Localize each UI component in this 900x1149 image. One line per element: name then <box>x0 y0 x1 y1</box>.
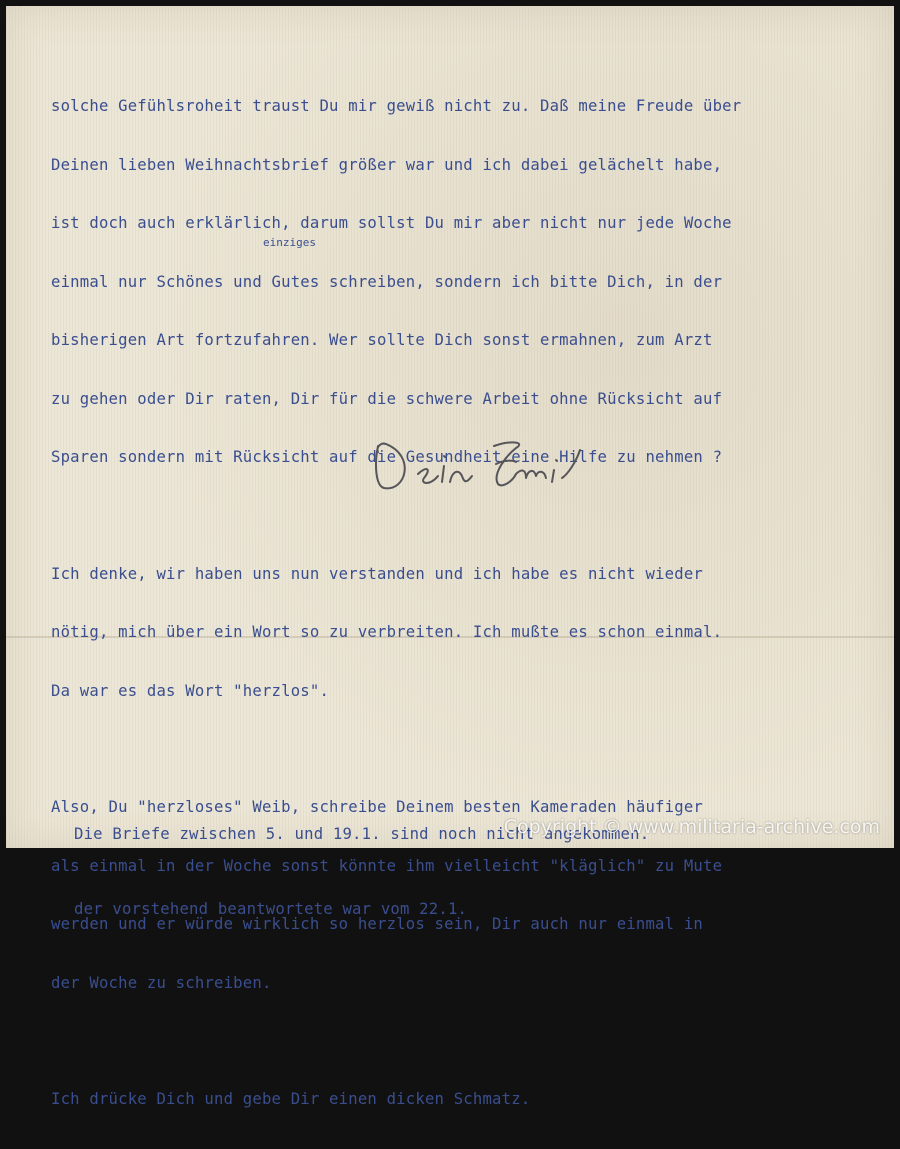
copyright-watermark: Copyright © www.militaria-archive.com <box>503 816 880 838</box>
text-line: Sparen sondern mit Rücksicht auf die Gesundheit eine Hilfe zu nehmen ? <box>51 448 723 466</box>
text-line: Ich denke, wir haben uns nun verstanden und ich habe es nicht wieder <box>51 564 703 583</box>
text-line: werden und er würde wirklich so herzlos sein, Dir auch nur einmal in <box>51 915 703 933</box>
signature-text: Dein Emil <box>366 504 371 505</box>
postscript <box>74 772 649 972</box>
text-line: bisherigen Art fortzufahren. Wer sollte Dich sonst ermahnen, zum Arzt <box>51 331 713 349</box>
postscript-line: Die Briefe zwischen 5. und 19.1. sind noch nicht angekommen. <box>74 825 650 843</box>
letter-body <box>51 58 741 1149</box>
handwritten-insertion: einziges <box>263 236 316 249</box>
text-line: einmal nur Schönes und Gutes schreiben, sondern ich bitte Dich, in der <box>51 272 723 291</box>
text-line: ist doch auch erklärlich, darum sollst Du mir aber nicht nur jede Woche <box>51 214 732 232</box>
text-line: solche Gefühlsroheit traust Du mir gewiß nicht zu. Daß meine Freude über <box>51 97 742 115</box>
text-line: Also, Du "herzloses" Weib, schreibe Deinem besten Kameraden häufiger <box>51 798 703 816</box>
text-line: zu gehen oder Dir raten, Dir für die schwere Arbeit ohne Rücksicht auf <box>51 389 723 408</box>
postscript-line: der vorstehend beantwortete war vom 22.1. <box>74 900 468 918</box>
text-line: als einmal in der Woche sonst könnte ihm vielleicht "kläglich" zu Mute <box>51 856 723 875</box>
text-line: Da war es das Wort "herzlos". <box>51 681 330 700</box>
text-line: der Woche zu schreiben. <box>51 973 272 992</box>
text-line: nötig, mich über ein Wort so zu verbreiten. Ich mußte es schon einmal. <box>51 623 723 641</box>
text-line: Deinen lieben Weihnachtsbrief größer war und ich dabei gelächelt habe, <box>51 155 723 174</box>
letter-page <box>6 6 894 1108</box>
signature <box>366 426 606 506</box>
closing-line: Ich drücke Dich und gebe Dir einen dicken Schmatz. <box>51 1090 531 1108</box>
